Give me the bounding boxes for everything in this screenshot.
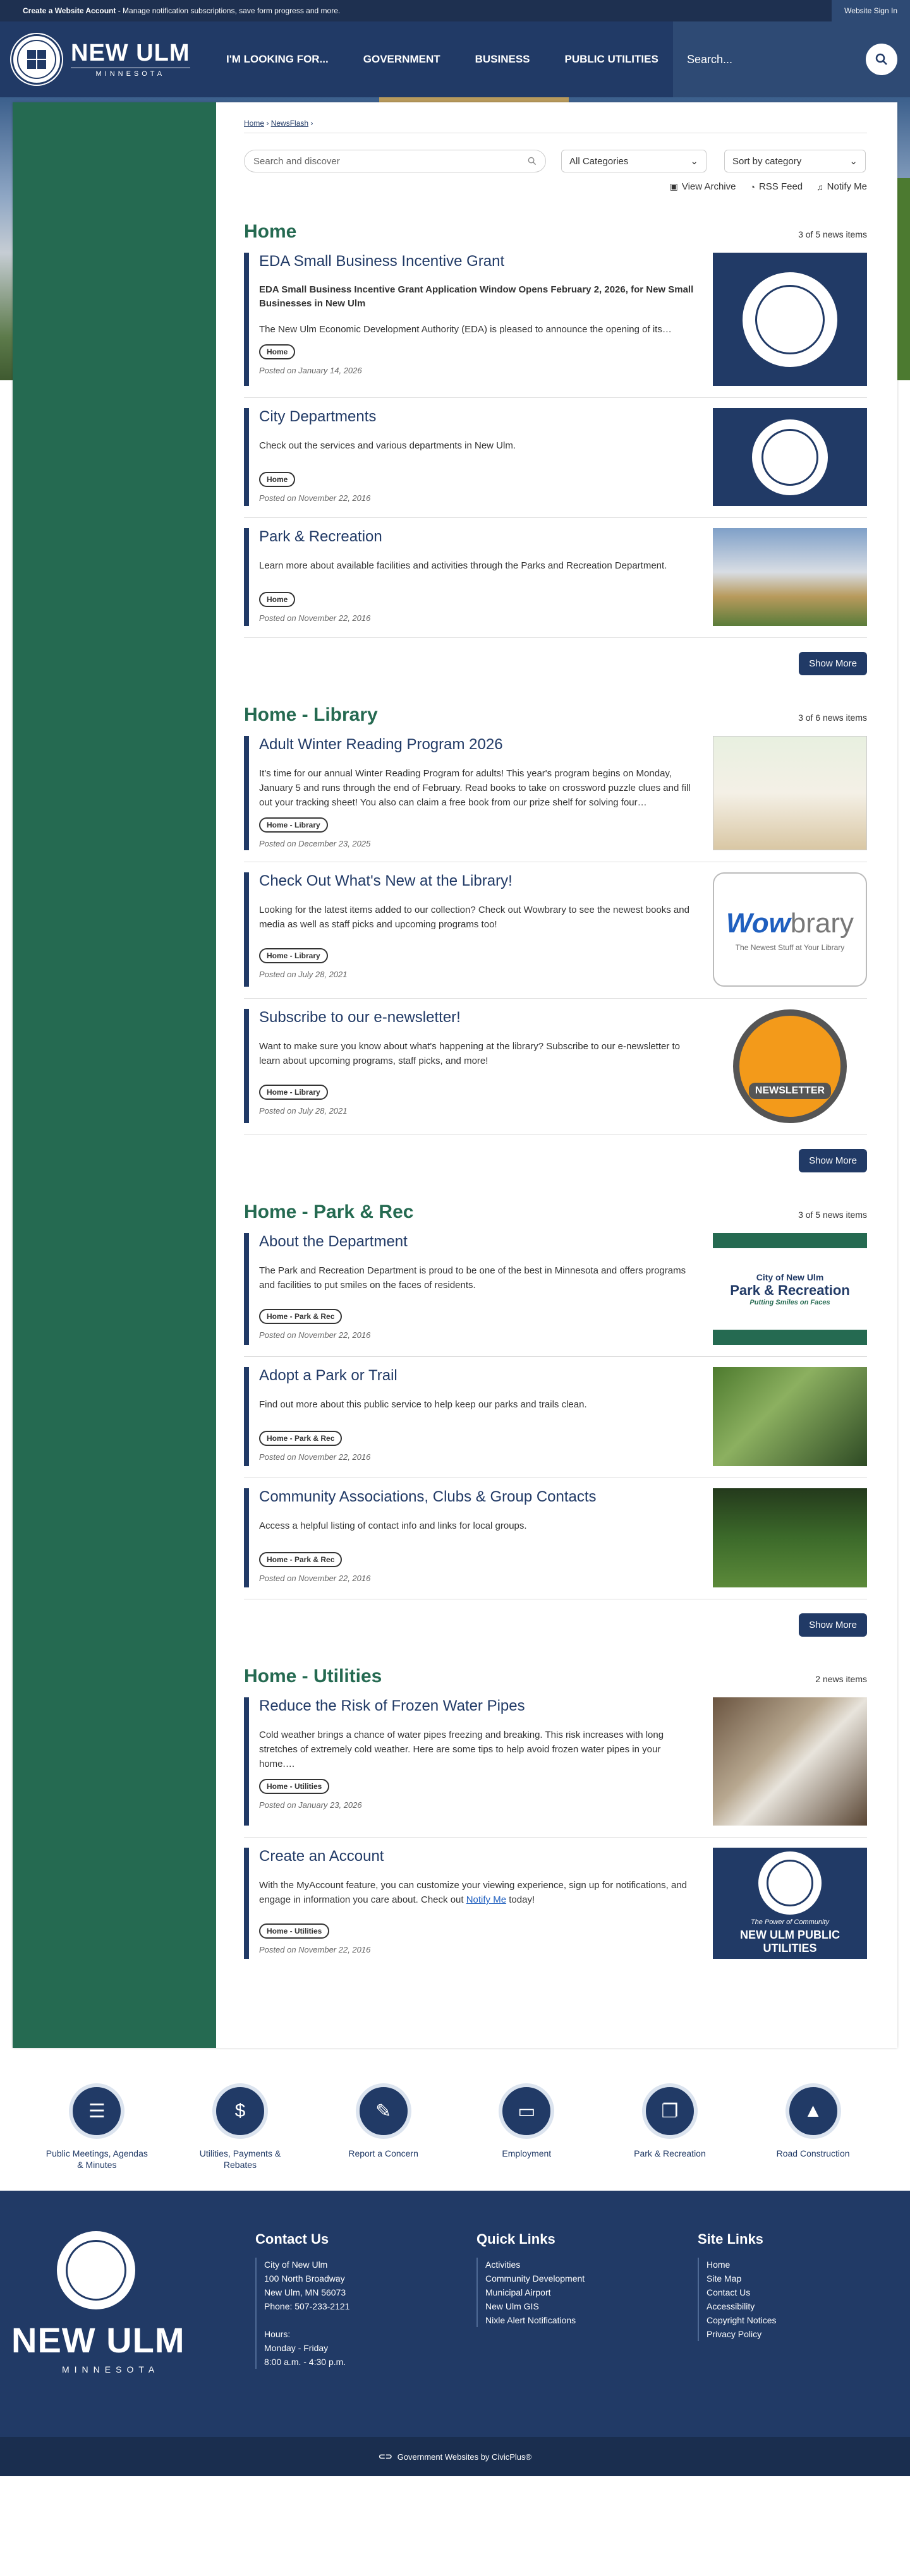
archive-icon: ▣ <box>669 181 678 191</box>
contact-line: New Ulm, MN 56073 <box>264 2287 346 2297</box>
show-more-button[interactable]: Show More <box>799 1613 867 1637</box>
news-item-title[interactable]: Park & Recreation <box>259 528 382 545</box>
news-item-text: Check out the services and various departments in New Ulm. <box>259 440 516 451</box>
news-item-text: The Park and Recreation Department is proud to be one of the best in Minnesota and offers programs and facilities to put smiles on the faces of residents. <box>259 1265 686 1291</box>
winter-reading-poster[interactable] <box>713 736 867 850</box>
quick-link-report-concern[interactable] <box>330 2083 437 2191</box>
news-item-tag[interactable]: Home - Library <box>259 1085 328 1100</box>
nav-business[interactable]: BUSINESS <box>475 53 530 65</box>
news-item <box>244 726 867 862</box>
footer-contact-title: Contact Us <box>255 2231 329 2247</box>
news-item <box>244 243 867 398</box>
news-item-title[interactable]: About the Department <box>259 1233 408 1250</box>
civicplus-logo-icon: ⊂⊃ <box>378 2452 392 2461</box>
footer-link-community-development[interactable]: Community Development <box>485 2273 585 2284</box>
side-panel <box>13 102 216 2048</box>
news-item-text: Access a helpful listing of contact info and links for local groups. <box>259 1520 527 1531</box>
nav-public-utilities[interactable]: PUBLIC UTILITIES <box>564 53 658 65</box>
section-home-utilities <box>244 1666 867 1970</box>
logo-name: NEW ULM <box>71 40 190 66</box>
news-item <box>244 1838 867 1970</box>
contact-line: Hours: <box>264 2329 291 2339</box>
city-seal-thumbnail[interactable] <box>713 408 867 506</box>
top-notification-bar <box>0 0 910 21</box>
category-select-value: All Categories <box>569 155 629 167</box>
wowbrary-logo[interactable] <box>713 872 867 987</box>
website-signin-button[interactable]: Website Sign In <box>832 0 910 21</box>
news-item-date: Posted on December 23, 2025 <box>259 839 371 848</box>
account-notice-text: - Manage notification subscriptions, save form progress and more. <box>116 6 341 15</box>
newsletter-label: NEWSLETTER <box>749 1083 831 1099</box>
news-item-text: Want to make sure you know about what's happening at the library? Subscribe to our e-newsletter to learn about upcoming programs, staff picks, and more! <box>259 1041 681 1066</box>
briefcase-icon: ▭ <box>499 2083 554 2139</box>
wowbrary-brary: brary <box>790 907 854 939</box>
news-item <box>244 1357 867 1478</box>
frozen-pipe-photo[interactable] <box>713 1697 867 1826</box>
footer-quick-links <box>476 2231 698 2437</box>
section-count: 2 news items <box>815 1674 867 1684</box>
news-item <box>244 1478 867 1599</box>
show-more-button[interactable]: Show More <box>799 652 867 675</box>
quick-link-label: Park & Recreation <box>634 2148 706 2158</box>
footer-link-accessibility[interactable]: Accessibility <box>707 2301 755 2311</box>
quick-link-utilities-payments[interactable] <box>186 2083 294 2191</box>
utilities-tagline: The Power of Community <box>750 1918 830 1926</box>
park-rec-tagline: Putting Smiles on Faces <box>749 1298 830 1306</box>
chevron-down-icon: ⌄ <box>849 156 858 167</box>
create-account-link[interactable]: Create a Website Account <box>23 6 116 15</box>
site-footer <box>0 2191 910 2437</box>
main-nav <box>226 53 693 66</box>
news-item-tag[interactable]: Home - Library <box>259 817 328 833</box>
news-item-tag[interactable]: Home - Library <box>259 948 328 963</box>
site-header <box>0 21 910 97</box>
nav-im-looking-for[interactable]: I'M LOOKING FOR... <box>226 53 329 65</box>
news-item-text: Looking for the latest items added to our collection? Check out Wowbrary to see the newest books and media as well as staff picks and upcoming programs too! <box>259 905 689 930</box>
section-title: Home <box>244 221 297 242</box>
news-item-title[interactable]: Adopt a Park or Trail <box>259 1367 397 1384</box>
footer-sub: MINNESOTA <box>62 2364 160 2374</box>
news-tools <box>244 181 867 192</box>
site-search <box>673 21 910 97</box>
city-seal-icon <box>11 34 62 85</box>
quick-link-road-construction[interactable] <box>760 2083 867 2191</box>
news-item-date: Posted on November 22, 2016 <box>259 1452 371 1462</box>
park-rec-title: Park & Recreation <box>730 1282 850 1298</box>
wowbrary-wow: Wow <box>725 907 791 939</box>
footer-site-title: Site Links <box>698 2231 763 2247</box>
news-item-title[interactable]: Create an Account <box>259 1848 384 1865</box>
contact-line: City of New Ulm <box>264 2260 328 2270</box>
child-in-park-photo[interactable] <box>713 1367 867 1466</box>
footer-link-nixle[interactable]: Nixle Alert Notifications <box>485 2315 576 2325</box>
footer-link-home[interactable]: Home <box>707 2260 731 2270</box>
news-item-title[interactable]: Community Associations, Clubs & Group Contacts <box>259 1488 597 1505</box>
news-item-text: Find out more about this public service to help keep our parks and trails clean. <box>259 1399 587 1410</box>
news-item-title[interactable]: City Departments <box>259 408 377 425</box>
news-item-tag[interactable]: Home <box>259 592 295 607</box>
city-seal-icon <box>57 2231 135 2309</box>
news-item <box>244 862 867 999</box>
public-utilities-logo[interactable] <box>713 1848 867 1959</box>
logo-sub: MINNESOTA <box>71 68 190 78</box>
section-count: 3 of 6 news items <box>798 713 867 723</box>
quick-link-label: Road Construction <box>776 2148 850 2158</box>
civicplus-link[interactable]: Government Websites by CivicPlus® <box>397 2452 532 2462</box>
footer-name: NEW ULM <box>11 2320 185 2360</box>
section-home-library <box>244 704 867 1172</box>
site-logo[interactable] <box>11 34 201 85</box>
news-item-date: Posted on November 22, 2016 <box>259 1574 371 1583</box>
category-select[interactable] <box>561 150 707 172</box>
quick-link-label: Utilities, Payments & Rebates <box>199 2148 281 2170</box>
account-notice <box>23 6 340 15</box>
show-more-button[interactable]: Show More <box>799 1149 867 1172</box>
contact-line: 100 North Broadway <box>264 2273 345 2284</box>
section-title: Home - Utilities <box>244 1666 382 1687</box>
rss-feed-link[interactable]: ◔ RSS Feed <box>749 181 803 192</box>
news-item-text: Cold weather brings a chance of water pipes freezing and breaking. This risk increases with long stretches of extremely cold weather. Here are some tips to help avoid frozen water pipes in your home.… <box>259 1730 664 1769</box>
news-item-title[interactable]: Adult Winter Reading Program 2026 <box>259 736 503 753</box>
news-flash-content <box>216 102 897 2048</box>
site-search-input[interactable] <box>687 53 866 66</box>
search-icon <box>528 157 537 166</box>
quick-link-label: Employment <box>502 2148 552 2158</box>
news-item-tag[interactable]: Home - Park & Rec <box>259 1309 342 1324</box>
section-home <box>244 221 867 675</box>
quick-link-park-recreation[interactable] <box>616 2083 724 2191</box>
news-item <box>244 518 867 638</box>
park-rec-logo[interactable] <box>713 1233 867 1345</box>
news-item-tag[interactable]: Home - Park & Rec <box>259 1431 342 1446</box>
news-item-tag[interactable]: Home <box>259 472 295 487</box>
utilities-title: NEW ULM PUBLIC UTILITIES <box>740 1929 840 1954</box>
section-count: 3 of 5 news items <box>798 1210 867 1220</box>
chevron-down-icon: ⌄ <box>690 156 698 167</box>
report-icon: ✎ <box>356 2083 411 2139</box>
main-content-card <box>13 102 897 2048</box>
footer-site-links <box>698 2231 887 2437</box>
breadcrumb-newsflash[interactable]: NewsFlash <box>270 119 309 128</box>
news-search-field[interactable] <box>244 150 546 172</box>
sort-select[interactable] <box>724 150 866 172</box>
civicplus-bar <box>0 2437 910 2476</box>
footer-link-activities[interactable]: Activities <box>485 2260 521 2270</box>
news-item-title[interactable]: Reduce the Risk of Frozen Water Pipes <box>259 1697 525 1714</box>
footer-link-municipal-airport[interactable]: Municipal Airport <box>485 2287 551 2297</box>
quick-link-icons <box>0 2048 910 2191</box>
city-seal-thumbnail[interactable] <box>713 253 867 386</box>
yoga-in-park-photo[interactable] <box>713 1488 867 1587</box>
footer-link-privacy[interactable]: Privacy Policy <box>707 2329 762 2339</box>
notify-me-inline-link[interactable]: Notify Me <box>466 1894 507 1905</box>
notify-me-link[interactable]: ♫ Notify Me <box>816 181 867 192</box>
cone-icon: ▲ <box>786 2083 841 2139</box>
news-item-text: It's time for our annual Winter Reading Program for adults! This year's program begins on Monday, January 5 and runs through the end of February. Read books to take on crossword puzzle clues and fill out your tracking sheet! You also can claim a free book from our prize shelf for solving four… <box>259 768 691 808</box>
footer-link-copyright[interactable]: Copyright Notices <box>707 2315 777 2325</box>
nav-government[interactable]: GOVERNMENT <box>363 53 440 65</box>
news-item-tag[interactable]: Home <box>259 344 295 359</box>
news-item-date: Posted on July 28, 2021 <box>259 1106 348 1116</box>
footer-contact <box>255 2231 476 2437</box>
news-item-subtitle: EDA Small Business Incentive Grant Application Window Opens February 2, 2026, for New Small Businesses in New Ulm <box>259 284 694 309</box>
news-search-placeholder: Search and discover <box>253 155 340 167</box>
section-count: 3 of 5 news items <box>798 229 867 239</box>
news-item-text: Learn more about available facilities and activities through the Parks and Recreation Department. <box>259 560 667 571</box>
quick-link-label: Public Meetings, Agendas & Minutes <box>46 2148 148 2170</box>
news-item-text: The New Ulm Economic Development Authority (EDA) is pleased to announce the opening of its… <box>259 324 672 335</box>
footer-logo[interactable] <box>11 2231 255 2437</box>
news-item <box>244 398 867 518</box>
clipboard-icon: ☰ <box>69 2083 124 2139</box>
breadcrumb: Home › NewsFlash › <box>244 102 867 133</box>
news-item-text: With the MyAccount feature, you can customize your viewing experience, sign up for notifications, and engage in information you care about. Check out Notify Me today! <box>259 1880 688 1905</box>
news-item-date: Posted on January 14, 2026 <box>259 366 362 375</box>
news-item <box>244 1687 867 1838</box>
pavilion-photo[interactable] <box>713 528 867 626</box>
news-item-title[interactable]: Check Out What's New at the Library! <box>259 872 513 889</box>
news-filters <box>244 150 867 172</box>
search-icon <box>875 53 888 66</box>
footer-link-site-map[interactable]: Site Map <box>707 2273 742 2284</box>
contact-line: Phone: 507-233-2121 <box>264 2301 350 2311</box>
bell-icon: ♫ <box>816 181 823 192</box>
sort-select-value: Sort by category <box>732 155 802 167</box>
footer-link-contact-us[interactable]: Contact Us <box>707 2287 751 2297</box>
news-item-date: Posted on November 22, 2016 <box>259 1330 371 1340</box>
news-item <box>244 999 867 1135</box>
news-item-tag[interactable]: Home - Utilities <box>259 1923 329 1939</box>
section-title: Home - Library <box>244 704 378 725</box>
contact-line: 8:00 a.m. - 4:30 p.m. <box>264 2357 346 2367</box>
contact-line: Monday - Friday <box>264 2343 329 2353</box>
news-item <box>244 1223 867 1357</box>
news-item-date: Posted on November 22, 2016 <box>259 613 371 623</box>
news-item-date: Posted on January 23, 2026 <box>259 1800 362 1810</box>
newsletter-badge[interactable] <box>713 1009 867 1123</box>
footer-quick-title: Quick Links <box>476 2231 555 2247</box>
bill-icon: $ <box>212 2083 268 2139</box>
section-title: Home - Park & Rec <box>244 1201 414 1222</box>
footer-link-gis[interactable]: New Ulm GIS <box>485 2301 539 2311</box>
news-item-tag[interactable]: Home - Utilities <box>259 1779 329 1794</box>
news-item-date: Posted on November 22, 2016 <box>259 1945 371 1954</box>
news-item-date: Posted on July 28, 2021 <box>259 970 348 979</box>
wowbrary-tagline: The Newest Stuff at Your Library <box>735 942 845 952</box>
quick-link-employment[interactable] <box>473 2083 580 2191</box>
book-icon: ❐ <box>642 2083 698 2139</box>
rss-icon: ◔ <box>749 181 755 192</box>
view-archive-link[interactable]: ▣ View Archive <box>669 181 736 192</box>
news-item-title[interactable]: Subscribe to our e-newsletter! <box>259 1009 461 1026</box>
search-button[interactable] <box>866 44 897 75</box>
news-item-title[interactable]: EDA Small Business Incentive Grant <box>259 253 505 270</box>
quick-link-public-meetings[interactable] <box>43 2083 150 2191</box>
news-item-date: Posted on November 22, 2016 <box>259 493 371 503</box>
news-item-tag[interactable]: Home - Park & Rec <box>259 1552 342 1567</box>
park-rec-city: City of New Ulm <box>756 1272 824 1282</box>
section-home-park-rec <box>244 1201 867 1637</box>
quick-link-label: Report a Concern <box>348 2148 418 2158</box>
breadcrumb-home[interactable]: Home <box>244 119 265 128</box>
